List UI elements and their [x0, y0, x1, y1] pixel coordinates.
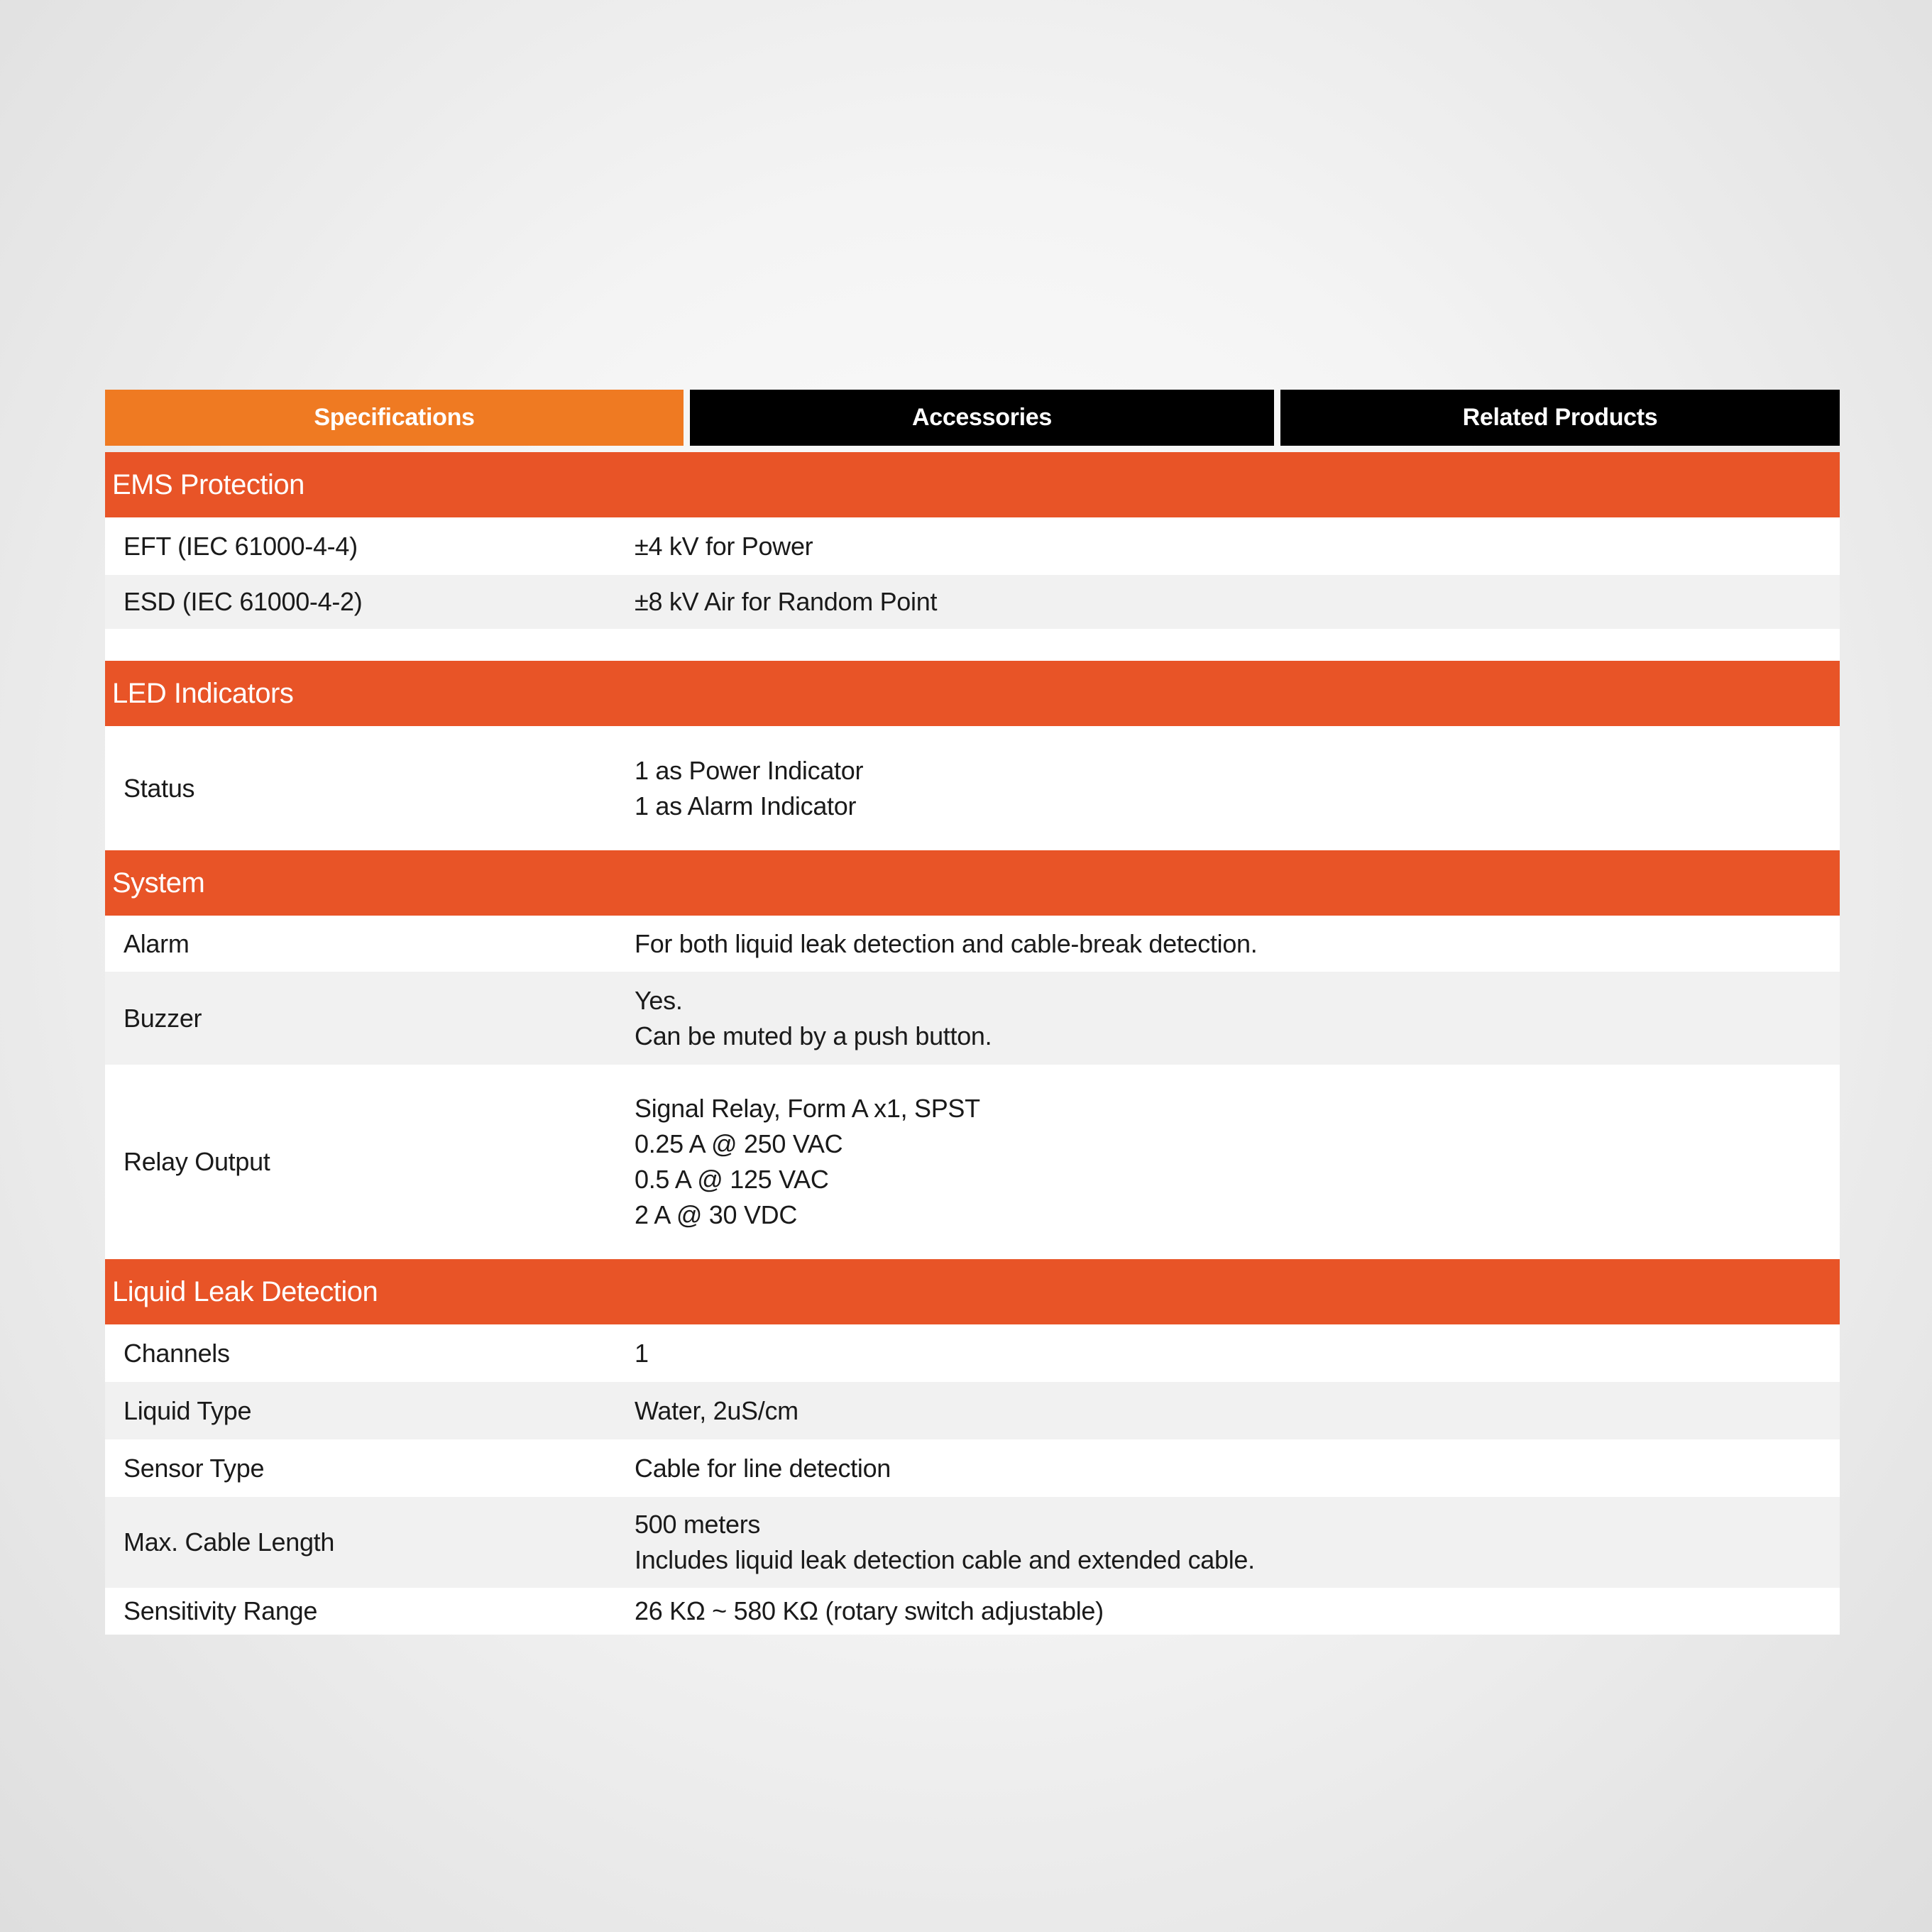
- spec-label: Status: [124, 773, 195, 803]
- spec-value: Cable for line detection: [635, 1453, 891, 1483]
- section-header-led-indicators: LED Indicators: [105, 661, 1840, 726]
- spec-row: [105, 1324, 1840, 1382]
- tab-bar: [105, 390, 1840, 446]
- spec-value: For both liquid leak detection and cable-break detection.: [635, 928, 1258, 958]
- tab-accessories[interactable]: Accessories: [690, 390, 1274, 446]
- spec-row: [105, 1588, 1840, 1635]
- spec-value: ±8 kV Air for Random Point: [635, 587, 938, 616]
- spec-value: Yes. Can be muted by a push button.: [635, 985, 992, 1050]
- spec-label: Alarm: [124, 928, 190, 958]
- spec-value: 26 KΩ ~ 580 KΩ (rotary switch adjustable): [635, 1596, 1104, 1625]
- section-header-ems-protection: EMS Protection: [105, 452, 1840, 517]
- spec-row: [105, 726, 1840, 850]
- tab-specifications[interactable]: Specifications: [105, 390, 684, 446]
- spec-row: [105, 1439, 1840, 1497]
- spec-panel: [105, 390, 1840, 1635]
- spec-row: [105, 517, 1840, 575]
- spec-row: [105, 575, 1840, 629]
- spec-row: [105, 1065, 1840, 1259]
- spec-label: ESD (IEC 61000-4-2): [124, 587, 363, 616]
- spec-row: [105, 972, 1840, 1065]
- section-header-liquid-leak-detection: Liquid Leak Detection: [105, 1259, 1840, 1324]
- spec-label: Max. Cable Length: [124, 1527, 335, 1557]
- spec-value: ±4 kV for Power: [635, 531, 813, 561]
- spec-label: Channels: [124, 1338, 230, 1368]
- spec-value: Water, 2uS/cm: [635, 1395, 798, 1425]
- spec-label: Sensor Type: [124, 1453, 265, 1483]
- spec-value: 500 meters Includes liquid leak detection cable and extended cable.: [635, 1510, 1255, 1574]
- spec-label: Buzzer: [124, 1003, 202, 1033]
- spec-label: Sensitivity Range: [124, 1596, 318, 1625]
- spec-label: Liquid Type: [124, 1395, 252, 1425]
- spec-row: [105, 1382, 1840, 1439]
- spec-value: Signal Relay, Form A x1, SPST 0.25 A @ 250 VAC 0.5 A @ 125 VAC 2 A @ 30 VDC: [635, 1094, 980, 1229]
- spec-row: [105, 916, 1840, 972]
- spec-value: 1: [635, 1338, 649, 1368]
- tab-gap: [105, 446, 1840, 452]
- section-spacer: [105, 629, 1840, 661]
- spec-label: Relay Output: [124, 1147, 270, 1176]
- spec-row: [105, 1497, 1840, 1588]
- section-header-system: System: [105, 850, 1840, 916]
- tab-related-products[interactable]: Related Products: [1280, 390, 1840, 446]
- spec-value: 1 as Power Indicator 1 as Alarm Indicator: [635, 755, 864, 820]
- spec-label: EFT (IEC 61000-4-4): [124, 531, 358, 561]
